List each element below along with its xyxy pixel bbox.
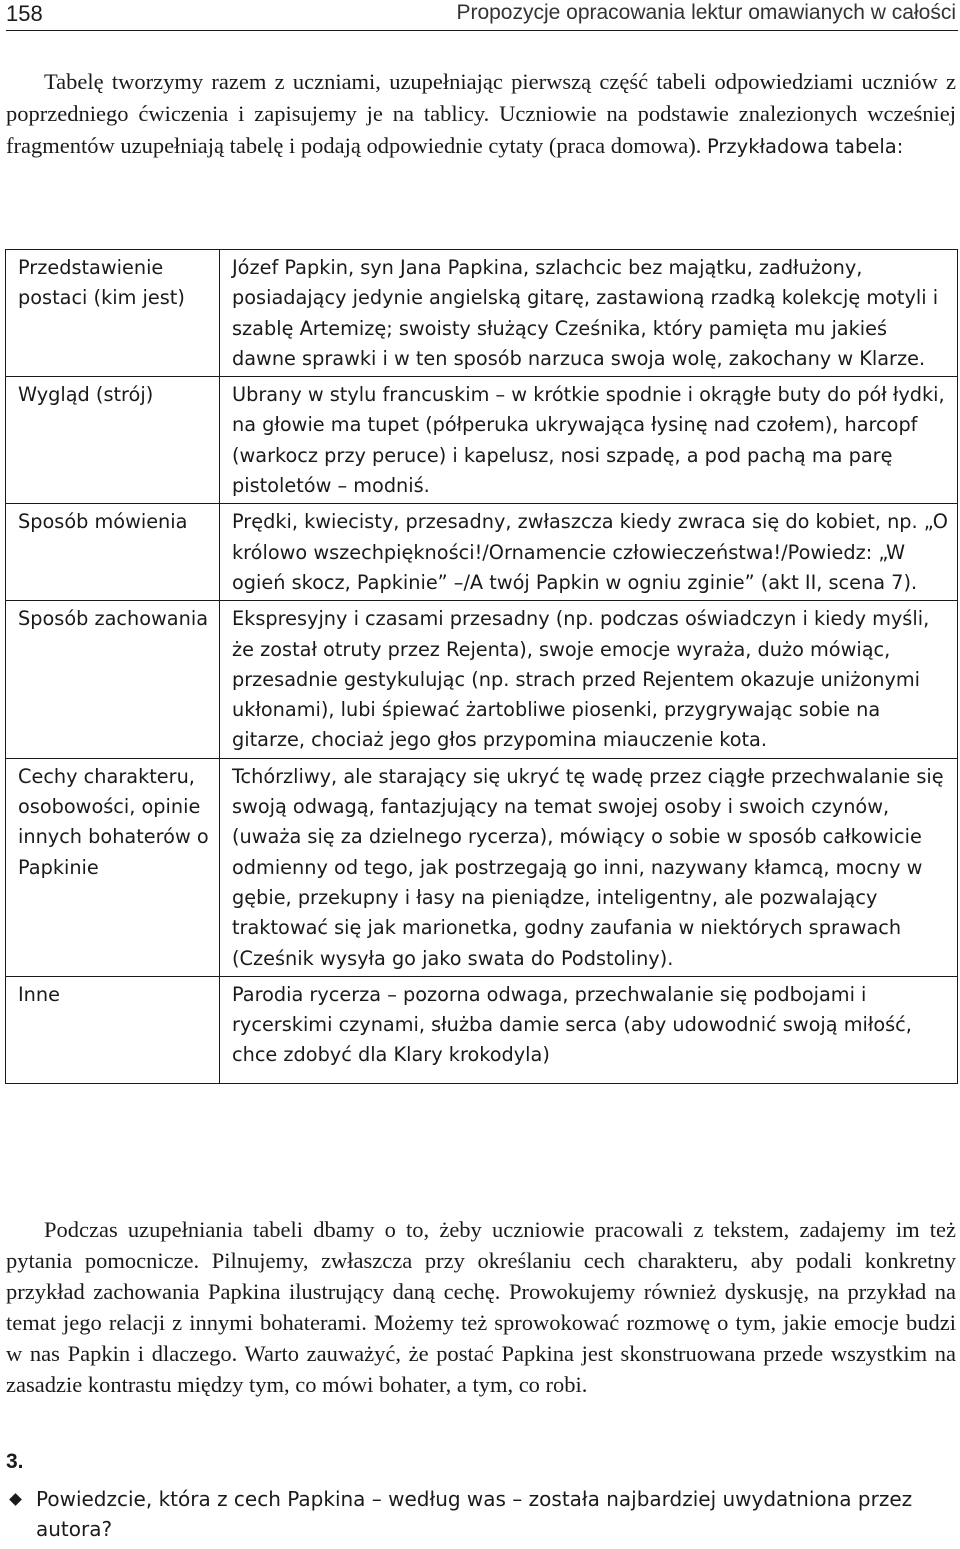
table-row <box>6 601 958 758</box>
row-content: Ubrany w stylu francuskim – w krótkie spodnie i okrągłe buty do pół łydki, na głowie ma tupet (półperuka ukrywająca łysinę nad czołem), harcopf (warkocz przy peruce) i kapelusz, nosi szpadę, a pod pachą ma parę pistoletów – modniś. <box>220 377 958 504</box>
row-label: Inne <box>6 976 220 1083</box>
row-label: Cechy charakteru, osobowości, opinie innych bohaterów o Papkinie <box>6 758 220 976</box>
section-number: 3. <box>6 1450 24 1473</box>
character-table <box>5 249 958 1084</box>
row-content: Parodia rycerza – pozorna odwaga, przechwalanie się podbojami i rycerskimi czynami, służba damie serca (aby udowodnić swoją miłość, chce zdobyć dla Klary krokodyla) <box>220 976 958 1083</box>
page-header <box>6 0 958 31</box>
row-label: Sposób zachowania <box>6 601 220 758</box>
row-content: Tchórzliwy, ale starający się ukryć tę wadę przez ciągłe przechwalanie się swoją odwagą, fantazjujący na temat swojej osoby i swoich czynów, (uważa się za dzielnego rycerza), mówiący o sobie w sposób całkowicie odmienny od tego, jak postrzegają go inni, nazywany kłamcą, mocny w gębie, przekupny i łasy na pieniądze, inteligentny, ale pozwalający traktować się jak marionetka, godny zaufania w niektórych sprawach (Cześnik wysyła go jako swata do Podstoliny). <box>220 758 958 976</box>
table-caption: Przykładowa tabela: <box>706 135 904 159</box>
running-head: Propozycje opracowania lektur omawianych w całości <box>456 1 956 24</box>
row-content: Ekspresyjny i czasami przesadny (np. podczas oświadczyn i kiedy myśli, że został otruty przez Rejenta), swoje emocje wyraża, dużo mówiąc, przesadnie gestykulując (np. strach przed Rejentem okazuje uniżonymi ukłonami), lubi śpiewać żartobliwe piosenki, przygrywając sobie na gitarze, chociaż jego głos przypomina miauczenie kota. <box>220 601 958 758</box>
row-content: Józef Papkin, syn Jana Papkina, szlachcic bez majątku, zadłużony, posiadający jedynie angielską gitarę, zastawioną rzadką kolekcję motyli i szablę Artemizę; swoisty służący Cześnika, który pamięta mu jakieś dawne sprawki i w ten sposób narzuca swoja wolę, zakochany w Klarze. <box>220 250 958 377</box>
table-row <box>6 377 958 504</box>
row-label: Sposób mówienia <box>6 504 220 601</box>
intro-paragraph <box>6 66 956 164</box>
discussion-paragraph: Podczas uzupełniania tabeli dbamy o to, żeby uczniowie pracowali z tekstem, zadajemy im też pytania pomocnicze. Pilnujemy, zwłaszcza przy określaniu cech charakteru, aby podali konkretny przykład zachowania Papkina ilustrujący daną cechę. Prowokujemy również dyskusję, na przykład na temat jego relacji z innymi bohaterami. Możemy też sprowokować rozmowę o tym, jakie emocje budzi w nas Papkin i dlaczego. Warto zauważyć, że postać Papkina jest skonstruowana przede wszystkim na zasadzie kontrastu między tym, co mówi bohater, a tym, co robi. <box>6 1217 956 1397</box>
table-row <box>6 504 958 601</box>
page-number: 158 <box>6 1 43 26</box>
row-label: Przedstawienie postaci (kim jest) <box>6 250 220 377</box>
table-row <box>6 976 958 1083</box>
intro-text: Tabelę tworzymy razem z uczniami, uzupełniając pierwszą część tabeli odpowiedziami uczniów z poprzedniego ćwiczenia i zapisujemy je na tablicy. Uczniowie na podstawie znalezionych wcześniej fragmentów uzupełniają tabelę i podają odpowiednie cytaty (praca domowa). <box>6 69 956 159</box>
row-label: Wygląd (strój) <box>6 377 220 504</box>
question-text: Powiedzcie, która z cech Papkina – według was – została najbardziej uwydatniona przez autora? <box>36 1487 913 1541</box>
table-row <box>6 758 958 976</box>
row-content: Prędki, kwiecisty, przesadny, zwłaszcza kiedy zwraca się do kobiet, np. „O królowo wszechpiękności!/Ornamencie człowieczeństwa!/Powiedz: „W ogień skocz, Papkinie” –/A twój Papkin w ogniu zginie” (akt II, scena 7). <box>220 504 958 601</box>
table-row <box>6 250 958 377</box>
diamond-bullet-icon <box>9 1493 22 1506</box>
